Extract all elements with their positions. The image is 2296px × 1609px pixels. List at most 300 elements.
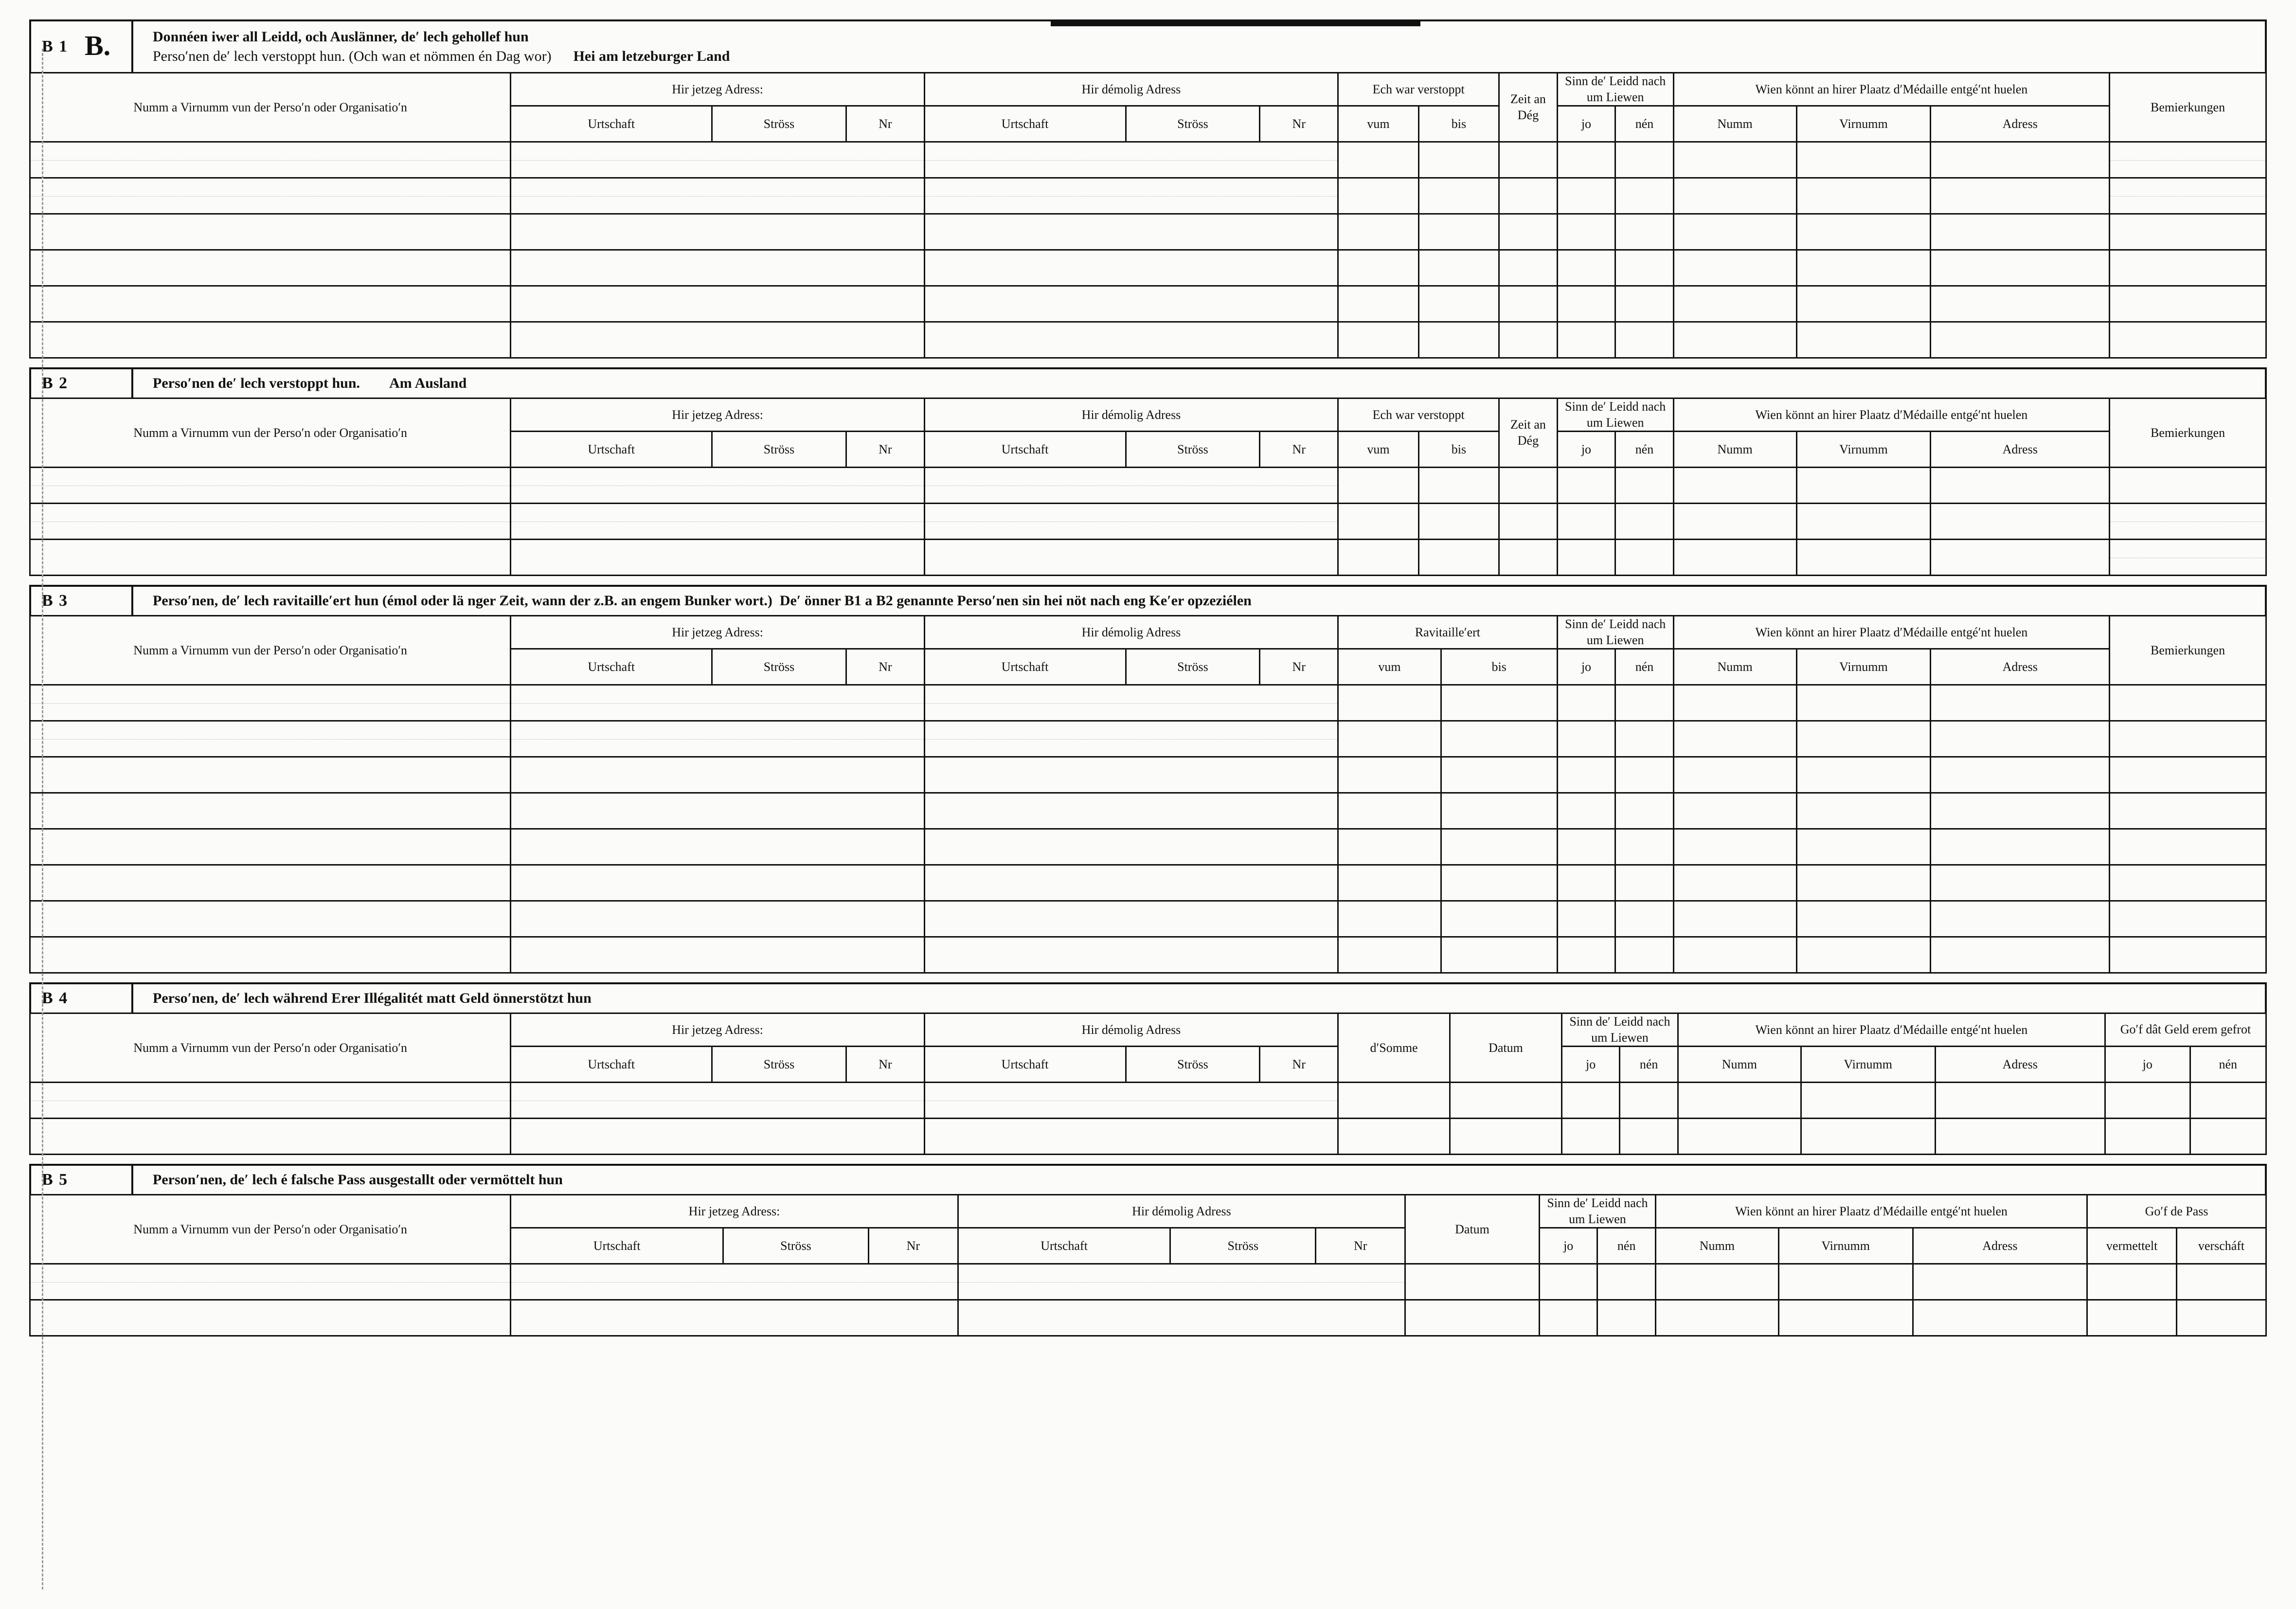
cell-virnumm[interactable] — [1796, 178, 1931, 214]
cell-jo[interactable] — [1557, 250, 1615, 286]
table-row[interactable] — [30, 685, 2266, 721]
cell-vum[interactable] — [1338, 540, 1418, 576]
cell-former-address[interactable] — [924, 142, 1338, 178]
cell-jo[interactable] — [1561, 1119, 1620, 1155]
cell-numm[interactable] — [1673, 540, 1796, 576]
cell-vum[interactable] — [1338, 829, 1441, 865]
cell-remarks[interactable] — [2110, 250, 2266, 286]
cell-former-address[interactable] — [924, 1119, 1338, 1155]
cell-numm[interactable] — [1673, 793, 1796, 829]
section-b5-title-row — [29, 1164, 2267, 1194]
cell-current-address[interactable] — [511, 865, 924, 901]
cell-remarks[interactable] — [2110, 829, 2266, 865]
col-replacement: Wien könnt an hirer Plaatz d′Médaille entgé′nt huelen — [1678, 1013, 2105, 1047]
cell-numm[interactable] — [1673, 937, 1796, 973]
cell-name[interactable] — [30, 829, 511, 865]
cell-adress[interactable] — [1931, 829, 2110, 865]
table-row[interactable] — [30, 142, 2266, 178]
cell-virnumm[interactable] — [1796, 901, 1931, 937]
cell-former-address[interactable] — [924, 865, 1338, 901]
cell-numm[interactable] — [1673, 468, 1796, 504]
cell-numm[interactable] — [1673, 250, 1796, 286]
cell-numm[interactable] — [1673, 865, 1796, 901]
cell-adress[interactable] — [1931, 793, 2110, 829]
cell-nen[interactable] — [1615, 142, 1674, 178]
cell-virnumm[interactable] — [1796, 829, 1931, 865]
sub-urtschaft-1: Urtschaft — [511, 649, 712, 685]
cell-current-address[interactable] — [511, 286, 924, 322]
cell-name[interactable] — [30, 286, 511, 322]
cell-numm[interactable] — [1673, 685, 1796, 721]
sub-virnumm: Virnumm — [1778, 1228, 1913, 1264]
cell-remarks[interactable] — [2110, 468, 2266, 504]
cell-numm[interactable] — [1673, 901, 1796, 937]
cell-adress[interactable] — [1931, 214, 2110, 250]
cell-current-address[interactable] — [511, 757, 924, 793]
sub-bis: bis — [1418, 106, 1499, 142]
table-row[interactable] — [30, 901, 2266, 937]
table-row[interactable] — [30, 793, 2266, 829]
cell-current-address[interactable] — [511, 1119, 924, 1155]
cell-money-nen[interactable] — [2190, 1083, 2266, 1119]
cell-bis[interactable] — [1418, 214, 1499, 250]
cell-adress[interactable] — [1931, 540, 2110, 576]
cell-adress[interactable] — [1931, 865, 2110, 901]
cell-vum[interactable] — [1338, 214, 1418, 250]
cell-days[interactable] — [1499, 250, 1558, 286]
cell-bis[interactable] — [1441, 829, 1557, 865]
cell-bis[interactable] — [1418, 468, 1499, 504]
section-b1-title-line2 — [153, 47, 730, 66]
cell-adress[interactable] — [1913, 1300, 2087, 1336]
table-row[interactable] — [30, 1300, 2266, 1336]
cell-days[interactable] — [1499, 468, 1558, 504]
cell-money-nen[interactable] — [2190, 1119, 2266, 1155]
cell-name[interactable] — [30, 468, 511, 504]
cell-vum[interactable] — [1338, 865, 1441, 901]
col-current-address: Hir jetzeg Adress: — [511, 398, 924, 432]
cell-adress[interactable] — [1931, 757, 2110, 793]
cell-vum[interactable] — [1338, 178, 1418, 214]
cell-virnumm[interactable] — [1796, 757, 1931, 793]
cell-adress[interactable] — [1935, 1083, 2105, 1119]
cell-verschaft[interactable] — [2177, 1300, 2266, 1336]
table-row[interactable] — [30, 178, 2266, 214]
cell-bis[interactable] — [1441, 865, 1557, 901]
sub-vum: vum — [1338, 106, 1418, 142]
cell-name[interactable] — [30, 793, 511, 829]
cell-vum[interactable] — [1338, 721, 1441, 757]
cell-days[interactable] — [1499, 214, 1558, 250]
cell-name[interactable] — [30, 1264, 511, 1300]
cell-name[interactable] — [30, 504, 511, 540]
cell-money-jo[interactable] — [2105, 1083, 2190, 1119]
cell-adress[interactable] — [1931, 685, 2110, 721]
sub-urtschaft-1: Urtschaft — [511, 1228, 723, 1264]
cell-somme[interactable] — [1338, 1119, 1450, 1155]
cell-name[interactable] — [30, 685, 511, 721]
cell-current-address[interactable] — [511, 250, 924, 286]
cell-numm[interactable] — [1655, 1264, 1778, 1300]
cell-virnumm[interactable] — [1796, 286, 1931, 322]
cell-somme[interactable] — [1338, 1083, 1450, 1119]
col-former-address: Hir démolig Adress — [924, 73, 1338, 106]
cell-virnumm[interactable] — [1801, 1119, 1935, 1155]
cell-jo[interactable] — [1557, 178, 1615, 214]
cell-jo[interactable] — [1561, 1083, 1620, 1119]
section-b4-table — [29, 1012, 2267, 1155]
cell-adress[interactable] — [1931, 937, 2110, 973]
cell-vum[interactable] — [1338, 757, 1441, 793]
sub-stross-1: Ströss — [712, 1047, 846, 1083]
cell-current-address[interactable] — [511, 1300, 958, 1336]
cell-nen[interactable] — [1615, 540, 1674, 576]
table-row[interactable] — [30, 1119, 2266, 1155]
cell-name[interactable] — [30, 1300, 511, 1336]
cell-virnumm[interactable] — [1796, 793, 1931, 829]
cell-vermettelt[interactable] — [2087, 1264, 2177, 1300]
table-row[interactable] — [30, 937, 2266, 973]
cell-remarks[interactable] — [2110, 540, 2266, 576]
cell-bis[interactable] — [1441, 721, 1557, 757]
cell-datum[interactable] — [1405, 1300, 1540, 1336]
cell-adress[interactable] — [1935, 1119, 2105, 1155]
section-b2 — [29, 367, 2267, 576]
cell-vum[interactable] — [1338, 250, 1418, 286]
cell-nen[interactable] — [1615, 322, 1674, 358]
cell-nen[interactable] — [1620, 1119, 1678, 1155]
cell-former-address[interactable] — [924, 286, 1338, 322]
cell-name[interactable] — [30, 937, 511, 973]
cell-virnumm[interactable] — [1796, 721, 1931, 757]
cell-nen[interactable] — [1615, 250, 1674, 286]
cell-name[interactable] — [30, 322, 511, 358]
cell-former-address[interactable] — [924, 901, 1338, 937]
cell-name[interactable] — [30, 250, 511, 286]
cell-remarks[interactable] — [2110, 757, 2266, 793]
cell-virnumm[interactable] — [1796, 142, 1931, 178]
section-b3-title-line2b: De′ önner B1 a B2 genannte Perso′nen sin hei nöt nach eng Ke′er opzeziélen — [779, 593, 1252, 609]
table-row[interactable] — [30, 757, 2266, 793]
cell-current-address[interactable] — [511, 937, 924, 973]
cell-remarks[interactable] — [2110, 721, 2266, 757]
cell-virnumm[interactable] — [1801, 1083, 1935, 1119]
section-b3 — [29, 585, 2267, 974]
cell-remarks[interactable] — [2110, 504, 2266, 540]
sub-stross-2: Ströss — [1126, 1047, 1260, 1083]
cell-jo[interactable] — [1539, 1300, 1597, 1336]
cell-adress[interactable] — [1931, 721, 2110, 757]
cell-adress[interactable] — [1931, 178, 2110, 214]
cell-current-address[interactable] — [511, 901, 924, 937]
cell-bis[interactable] — [1441, 793, 1557, 829]
cell-name[interactable] — [30, 865, 511, 901]
table-row[interactable] — [30, 504, 2266, 540]
cell-adress[interactable] — [1931, 504, 2110, 540]
cell-vum[interactable] — [1338, 685, 1441, 721]
cell-days[interactable] — [1499, 286, 1558, 322]
cell-virnumm[interactable] — [1796, 250, 1931, 286]
cell-former-address[interactable] — [924, 937, 1338, 973]
table-row[interactable] — [30, 865, 2266, 901]
cell-datum[interactable] — [1450, 1119, 1562, 1155]
sub-numm: Numm — [1678, 1047, 1801, 1083]
cell-jo[interactable] — [1557, 540, 1615, 576]
cell-former-address[interactable] — [924, 214, 1338, 250]
table-row[interactable] — [30, 1083, 2266, 1119]
cell-nen[interactable] — [1615, 178, 1674, 214]
cell-bis[interactable] — [1418, 250, 1499, 286]
cell-vum[interactable] — [1338, 901, 1441, 937]
cell-jo[interactable] — [1557, 504, 1615, 540]
cell-former-address[interactable] — [924, 1083, 1338, 1119]
sub-stross-2: Ströss — [1126, 649, 1260, 685]
cell-adress[interactable] — [1913, 1264, 2087, 1300]
cell-jo[interactable] — [1557, 286, 1615, 322]
cell-virnumm[interactable] — [1796, 214, 1931, 250]
cell-former-address[interactable] — [924, 250, 1338, 286]
cell-bis[interactable] — [1418, 178, 1499, 214]
cell-numm[interactable] — [1673, 142, 1796, 178]
cell-name[interactable] — [30, 540, 511, 576]
table-row[interactable] — [30, 214, 2266, 250]
sub-jo: jo — [1557, 106, 1615, 142]
table-row[interactable] — [30, 286, 2266, 322]
section-b4-code: B 4 — [31, 984, 133, 1012]
table-row[interactable] — [30, 322, 2266, 358]
cell-nen[interactable] — [1615, 829, 1674, 865]
cell-nen[interactable] — [1620, 1083, 1678, 1119]
cell-current-address[interactable] — [511, 322, 924, 358]
cell-jo[interactable] — [1557, 214, 1615, 250]
cell-nen[interactable] — [1615, 865, 1674, 901]
col-hidden-period: Ech war verstoppt — [1338, 398, 1499, 432]
cell-remarks[interactable] — [2110, 142, 2266, 178]
cell-virnumm[interactable] — [1796, 540, 1931, 576]
cell-vum[interactable] — [1338, 793, 1441, 829]
cell-name[interactable] — [30, 757, 511, 793]
cell-former-address[interactable] — [924, 721, 1338, 757]
col-medal-sense: Sinn de′ Leidd nach um Liewen — [1561, 1013, 1678, 1047]
cell-former-address[interactable] — [958, 1264, 1405, 1300]
cell-adress[interactable] — [1931, 286, 2110, 322]
cell-name[interactable] — [30, 214, 511, 250]
cell-former-address[interactable] — [924, 540, 1338, 576]
cell-remarks[interactable] — [2110, 286, 2266, 322]
cell-jo[interactable] — [1539, 1264, 1597, 1300]
cell-nen[interactable] — [1615, 793, 1674, 829]
cell-days[interactable] — [1499, 178, 1558, 214]
cell-former-address[interactable] — [924, 504, 1338, 540]
col-current-address: Hir jetzeg Adress: — [511, 73, 924, 106]
cell-remarks[interactable] — [2110, 214, 2266, 250]
cell-days[interactable] — [1499, 540, 1558, 576]
col-name: Numm a Virnumm vun der Perso′n oder Organisatio′n — [30, 73, 511, 142]
cell-remarks[interactable] — [2110, 865, 2266, 901]
cell-nen[interactable] — [1615, 901, 1674, 937]
cell-jo[interactable] — [1557, 142, 1615, 178]
cell-jo[interactable] — [1557, 901, 1615, 937]
cell-name[interactable] — [30, 1083, 511, 1119]
col-former-address: Hir démolig Adress — [924, 398, 1338, 432]
cell-numm[interactable] — [1678, 1119, 1801, 1155]
cell-vum[interactable] — [1338, 504, 1418, 540]
cell-nen[interactable] — [1597, 1264, 1656, 1300]
cell-current-address[interactable] — [511, 685, 924, 721]
cell-former-address[interactable] — [924, 757, 1338, 793]
cell-remarks[interactable] — [2110, 793, 2266, 829]
cell-adress[interactable] — [1931, 250, 2110, 286]
cell-bis[interactable] — [1418, 286, 1499, 322]
cell-numm[interactable] — [1673, 286, 1796, 322]
col-replacement: Wien könnt an hirer Plaatz d′Médaille entgé′nt huelen — [1673, 73, 2109, 106]
cell-name[interactable] — [30, 1119, 511, 1155]
cell-current-address[interactable] — [511, 1264, 958, 1300]
cell-name[interactable] — [30, 901, 511, 937]
cell-money-jo[interactable] — [2105, 1119, 2190, 1155]
cell-nen[interactable] — [1615, 504, 1674, 540]
cell-jo[interactable] — [1557, 793, 1615, 829]
cell-nen[interactable] — [1615, 685, 1674, 721]
cell-virnumm[interactable] — [1796, 685, 1931, 721]
cell-remarks[interactable] — [2110, 322, 2266, 358]
table-row[interactable] — [30, 540, 2266, 576]
cell-former-address[interactable] — [958, 1300, 1405, 1336]
cell-days[interactable] — [1499, 142, 1558, 178]
table-row[interactable] — [30, 1264, 2266, 1300]
cell-nen[interactable] — [1597, 1300, 1656, 1336]
sub-bis: bis — [1418, 432, 1499, 468]
cell-name[interactable] — [30, 178, 511, 214]
col-pass-origin: Go′f de Pass — [2087, 1195, 2266, 1228]
cell-virnumm[interactable] — [1778, 1264, 1913, 1300]
sub-nr-2: Nr — [1260, 432, 1338, 468]
cell-jo[interactable] — [1557, 937, 1615, 973]
cell-virnumm[interactable] — [1796, 468, 1931, 504]
cell-bis[interactable] — [1418, 142, 1499, 178]
sub-nen: nén — [1620, 1047, 1678, 1083]
cell-bis[interactable] — [1418, 540, 1499, 576]
cell-former-address[interactable] — [924, 793, 1338, 829]
cell-numm[interactable] — [1655, 1300, 1778, 1336]
cell-current-address[interactable] — [511, 1083, 924, 1119]
table-row[interactable] — [30, 829, 2266, 865]
cell-bis[interactable] — [1418, 322, 1499, 358]
cell-numm[interactable] — [1673, 178, 1796, 214]
table-row[interactable] — [30, 468, 2266, 504]
cell-name[interactable] — [30, 142, 511, 178]
col-name: Numm a Virnumm vun der Perso′n oder Organisatio′n — [30, 616, 511, 685]
cell-vum[interactable] — [1338, 937, 1441, 973]
cell-numm[interactable] — [1673, 757, 1796, 793]
cell-former-address[interactable] — [924, 468, 1338, 504]
section-b4 — [29, 982, 2267, 1155]
cell-numm[interactable] — [1673, 504, 1796, 540]
cell-vum[interactable] — [1338, 468, 1418, 504]
table-row[interactable] — [30, 250, 2266, 286]
cell-adress[interactable] — [1931, 468, 2110, 504]
cell-adress[interactable] — [1931, 901, 2110, 937]
cell-datum[interactable] — [1405, 1264, 1540, 1300]
cell-nen[interactable] — [1615, 468, 1674, 504]
sub-virnumm: Virnumm — [1796, 432, 1931, 468]
cell-virnumm[interactable] — [1778, 1300, 1913, 1336]
cell-virnumm[interactable] — [1796, 322, 1931, 358]
cell-numm[interactable] — [1673, 214, 1796, 250]
cell-bis[interactable] — [1441, 901, 1557, 937]
cell-jo[interactable] — [1557, 685, 1615, 721]
cell-former-address[interactable] — [924, 685, 1338, 721]
cell-virnumm[interactable] — [1796, 865, 1931, 901]
cell-remarks[interactable] — [2110, 901, 2266, 937]
cell-jo[interactable] — [1557, 757, 1615, 793]
cell-vum[interactable] — [1338, 142, 1418, 178]
cell-jo[interactable] — [1557, 829, 1615, 865]
cell-adress[interactable] — [1931, 322, 2110, 358]
cell-vum[interactable] — [1338, 322, 1418, 358]
cell-nen[interactable] — [1615, 721, 1674, 757]
cell-current-address[interactable] — [511, 504, 924, 540]
cell-former-address[interactable] — [924, 829, 1338, 865]
sub-numm: Numm — [1673, 106, 1796, 142]
table-row[interactable] — [30, 721, 2266, 757]
cell-jo[interactable] — [1557, 865, 1615, 901]
sub-urtschaft-2: Urtschaft — [924, 432, 1126, 468]
cell-vum[interactable] — [1338, 286, 1418, 322]
cell-datum[interactable] — [1450, 1083, 1562, 1119]
cell-virnumm[interactable] — [1796, 504, 1931, 540]
cell-nen[interactable] — [1615, 757, 1674, 793]
cell-bis[interactable] — [1418, 504, 1499, 540]
cell-verschaft[interactable] — [2177, 1264, 2266, 1300]
cell-days[interactable] — [1499, 322, 1558, 358]
cell-jo[interactable] — [1557, 468, 1615, 504]
cell-name[interactable] — [30, 721, 511, 757]
cell-current-address[interactable] — [511, 178, 924, 214]
cell-current-address[interactable] — [511, 793, 924, 829]
cell-current-address[interactable] — [511, 540, 924, 576]
cell-current-address[interactable] — [511, 468, 924, 504]
sub-vermettelt: vermettelt — [2087, 1228, 2177, 1264]
cell-adress[interactable] — [1931, 142, 2110, 178]
cell-virnumm[interactable] — [1796, 937, 1931, 973]
cell-remarks[interactable] — [2110, 178, 2266, 214]
cell-jo[interactable] — [1557, 721, 1615, 757]
cell-former-address[interactable] — [924, 178, 1338, 214]
cell-jo[interactable] — [1557, 322, 1615, 358]
cell-current-address[interactable] — [511, 142, 924, 178]
cell-remarks[interactable] — [2110, 937, 2266, 973]
cell-bis[interactable] — [1441, 757, 1557, 793]
cell-numm[interactable] — [1673, 829, 1796, 865]
cell-nen[interactable] — [1615, 937, 1674, 973]
cell-numm[interactable] — [1678, 1083, 1801, 1119]
cell-days[interactable] — [1499, 504, 1558, 540]
cell-numm[interactable] — [1673, 322, 1796, 358]
cell-remarks[interactable] — [2110, 685, 2266, 721]
cell-numm[interactable] — [1673, 721, 1796, 757]
cell-nen[interactable] — [1615, 286, 1674, 322]
cell-bis[interactable] — [1441, 937, 1557, 973]
sub-urtschaft-2: Urtschaft — [958, 1228, 1170, 1264]
cell-vermettelt[interactable] — [2087, 1300, 2177, 1336]
cell-nen[interactable] — [1615, 214, 1674, 250]
cell-current-address[interactable] — [511, 214, 924, 250]
cell-current-address[interactable] — [511, 829, 924, 865]
cell-former-address[interactable] — [924, 322, 1338, 358]
cell-current-address[interactable] — [511, 721, 924, 757]
cell-bis[interactable] — [1441, 685, 1557, 721]
